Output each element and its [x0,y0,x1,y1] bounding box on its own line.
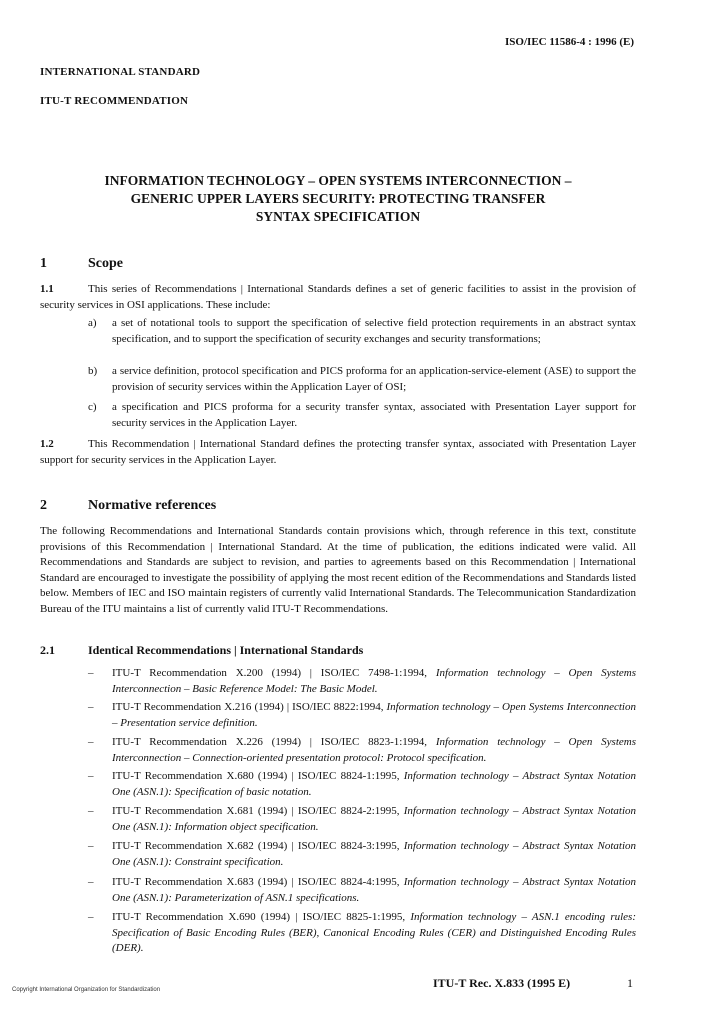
paragraph-1-1 [40,282,636,313]
subsection-title: Identical Recommendations | International Standards [88,643,364,657]
reference-citation: ITU-T Recommendation X.200 (1994) | ISO/IEC 7498-1:1994, [112,667,436,679]
section-title: Normative references [88,498,217,513]
list-item [88,400,636,431]
dash-bullet: – [88,667,94,679]
section-number: 1 [40,256,47,271]
dash-bullet: – [88,876,94,888]
reference-citation: ITU-T Recommendation X.680 (1994) | ISO/IEC 8824-1:1995, [112,770,404,782]
reference-citation: ITU-T Recommendation X.683 (1994) | ISO/IEC 8824-4:1995, [112,876,404,888]
reference-title: Information technology – Abstract Syntax Notation One (ASN.1): Constraint specification. [112,840,637,868]
reference-title: Information technology – Open Systems Interconnection – Connection-oriented presentation protocol: Protocol specification. [112,736,637,764]
reference-citation: ITU-T Recommendation X.681 (1994) | ISO/IEC 8824-2:1995, [112,805,404,817]
section-title: Scope [88,256,123,271]
recommendation-type-label: ITU-T RECOMMENDATION [40,95,189,107]
document-code: ISO/IEC 11586-4 : 1996 (E) [505,36,634,48]
paragraph-text: This Recommendation | International Standard defines the protecting transfer syntax, associated with Presentation Layer support for security services in the Application Layer. [40,438,636,466]
list-label: c) [88,401,97,413]
dash-bullet: – [88,736,94,748]
dash-bullet: – [88,770,94,782]
reference-title: Information technology – ASN.1 encoding rules: Specification of Basic Encoding Rules (BER), Canonical Encoding Rules (CER) and Distinguished Encoding Rules (DER). [112,911,636,954]
list-item [88,364,636,395]
page-number: 1 [627,976,633,990]
title-line: GENERIC UPPER LAYERS SECURITY: PROTECTING TRANSFER [130,191,546,206]
reference-item [88,735,636,766]
reference-item [88,910,636,957]
paragraph-1-2 [40,437,636,468]
list-label: b) [88,365,98,377]
reference-citation: ITU-T Recommendation X.682 (1994) | ISO/IEC 8824-3:1995, [112,840,404,852]
section-heading-normative-references [40,498,216,514]
section-heading-scope [40,256,123,272]
reference-citation: ITU-T Recommendation X.226 (1994) | ISO/IEC 8823-1:1994, [112,736,436,748]
title-line: SYNTAX SPECIFICATION [255,209,421,224]
reference-title: Information technology – Abstract Syntax Notation One (ASN.1): Specification of basic notation. [112,770,637,798]
dash-bullet: – [88,840,94,852]
standard-type-label: INTERNATIONAL STANDARD [40,66,201,78]
reference-item [88,804,636,835]
reference-citation: ITU-T Recommendation X.690 (1994) | ISO/IEC 8825-1:1995, [112,911,411,923]
normative-intro: The following Recommendations and International Standards contain provisions which, through reference in this text, constitute provisions of this Recommendation | International Standard. At the time of publication, the editions indicated were valid. All Recommendations and Standards are subject to revision, and parties to agreements based on this Recommendation | International Standard are encouraged to investigate the possibility of applying the most recent edition of the Recommendations and Standards listed below. Members of IEC and ISO maintain registers of currently valid International Standards. The Telecommunication Standardization Bureau of the ITU maintains a list of currently valid ITU-T Recommendations. [40,525,636,615]
paragraph-text: This series of Recommendations | International Standards defines a set of generic facilities to assist in the provision of security services in OSI applications. These include: [40,283,636,311]
reference-title: Information technology – Abstract Syntax Notation One (ASN.1): Information object specification. [112,805,637,833]
reference-title: Information technology – Open Systems Interconnection – Presentation service definition. [112,701,636,729]
dash-bullet: – [88,805,94,817]
dash-bullet: – [88,701,94,713]
title-line: INFORMATION TECHNOLOGY – OPEN SYSTEMS INTERCONNECTION – [104,173,572,188]
footer-recommendation: ITU-T Rec. X.833 (1995 E) [433,976,571,990]
reference-item [88,839,636,870]
reference-title: Information technology – Abstract Syntax Notation One (ASN.1): Parameterization of ASN.1 specifications. [112,876,637,904]
reference-item [88,875,636,906]
paragraph-number: 1.1 [40,283,54,295]
copyright-notice: Copyright International Organization for Standardization [12,987,161,993]
document-title [40,172,636,226]
reference-item [88,769,636,800]
subsection-heading-2-1 [40,643,363,658]
list-item [88,316,636,347]
dash-bullet: – [88,911,94,923]
reference-item [88,700,636,731]
subsection-number: 2.1 [40,643,55,657]
list-label: a) [88,317,97,329]
section-number: 2 [40,498,47,513]
list-text: a set of notational tools to support the specification of selective field protection requirements in an abstract syntax specification, and to support the specification of security exchanges and security transformations; [112,317,636,345]
list-text: a service definition, protocol specification and PICS proforma for an application-service-element (ASE) to support the provision of security services within the Application Layer of OSI; [112,365,636,393]
paragraph-number: 1.2 [40,438,54,450]
reference-title: Information technology – Open Systems Interconnection – Basic Reference Model: The Basic Model. [112,667,637,695]
list-text: a specification and PICS proforma for a security transfer syntax, associated with Presentation Layer support for security services in the Application Layer. [112,401,636,429]
reference-item [88,666,636,697]
reference-citation: ITU-T Recommendation X.216 (1994) | ISO/IEC 8822:1994, [112,701,387,713]
